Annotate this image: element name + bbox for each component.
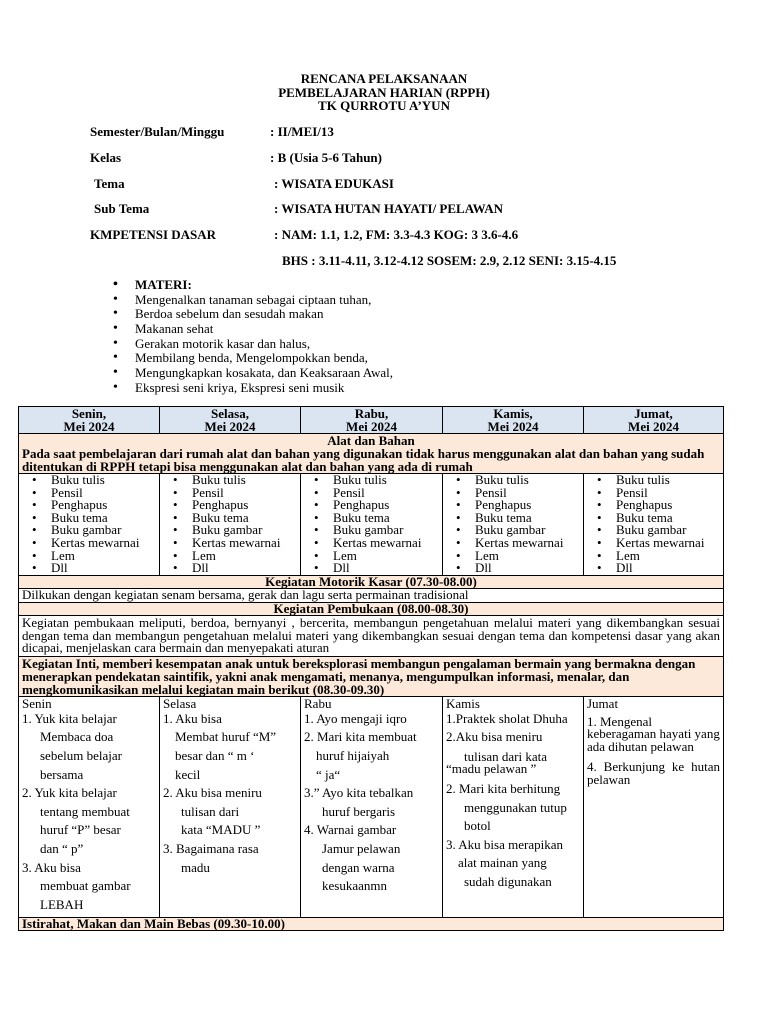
activity-line: 2.Aku bisa meniru [446, 729, 543, 745]
activity-line: besar dan “ m ‘ [175, 747, 255, 763]
activity-line: membuat gambar [40, 878, 131, 894]
info-label: KMPETENSI DASAR [90, 227, 217, 242]
alat-item: • Kertas mewarnai [163, 537, 297, 550]
alat-list-senin [19, 474, 160, 576]
activity-line: kata “MADU ” [181, 822, 261, 838]
info-value: BHS : 3.11-4.11, 3.12-4.12 SOSEM: 2.9, 2.12 SENI: 3.15-4.15 [282, 253, 617, 268]
pembukaan-title-row [19, 602, 724, 616]
activity-day: Jumat [587, 695, 619, 711]
activity-line: tulisan dari kata [464, 748, 548, 764]
activities-jumat [584, 696, 724, 917]
alat-item: • Dll [163, 562, 297, 575]
activity-line: 2. Aku bisa meniru [163, 785, 262, 801]
activity-line: kesukaanmn [322, 878, 387, 894]
day-name: Selasa, [211, 406, 249, 421]
activity-line: 2. Mari kita berhitung [446, 780, 561, 796]
alat-item: • Lem [163, 550, 297, 563]
activity-line: botol [464, 818, 491, 834]
document-title [0, 72, 768, 113]
title-line-1: RENCANA PELAKSANAAN [300, 71, 468, 86]
alat-item: • Lem [587, 550, 720, 563]
activity-line: bersama [40, 766, 84, 782]
pembukaan-desc: Kegiatan pembukaan meliputi, berdoa, bernyanyi , bercerita, membangun pengetahuan melalui materi yang dikembangkan sesuai dengan tema dan membangun pengetahuan melalui materi yang dikembangkan sesuai dengan tema dan kompetensi dasar yang akan dicapai, menjelaskan cara bermain dan menyepakati aturan [19, 616, 724, 657]
activity-day: Senin [22, 695, 52, 711]
activity-line: 1. Ayo mengaji iqro [304, 710, 407, 726]
activity-line: madu [181, 859, 210, 875]
day-header-senin [19, 407, 160, 434]
activity-line: LEBAH [40, 896, 84, 912]
alat-item: • Buku tema [587, 512, 720, 525]
motorik-title: Kegiatan Motorik Kasar (07.30-08.00) [19, 575, 724, 589]
alat-item: • Buku tulis [22, 474, 156, 487]
info-value: : NAM: 1.1, 1.2, FM: 3.3-4.3 KOG: 3 3.6-4.6 [274, 227, 519, 242]
alat-item: • Pensil [22, 487, 156, 500]
day-header-jumat [584, 407, 724, 434]
alat-item: • Dll [446, 562, 580, 575]
alat-item: • Kertas mewarnai [304, 537, 439, 550]
activity-line: alat mainan yang [458, 855, 547, 871]
activities-kamis [443, 696, 584, 917]
activity-line: “ ja“ [316, 766, 341, 782]
day-header-rabu [301, 407, 443, 434]
activity-line: sudah digunakan [464, 873, 552, 889]
alat-item: • Penghapus [446, 499, 580, 512]
alat-item: • Kertas mewarnai [446, 537, 580, 550]
day-date: Mei 2024 [487, 419, 539, 434]
alat-item: • Buku tema [22, 512, 156, 525]
materi-item: • Makanan sehat [113, 322, 393, 337]
alat-item: • Buku tema [304, 512, 439, 525]
alat-list-row [19, 474, 724, 576]
day-header-selasa [160, 407, 301, 434]
alat-item: • Penghapus [22, 499, 156, 512]
alat-item: • Penghapus [587, 499, 720, 512]
activity-line: 3.” Ayo kita tebalkan [304, 785, 414, 801]
activity-line: huruf hijaiyah [316, 747, 390, 763]
motorik-desc: Dilkukan dengan kegiatan senam bersama, gerak dan lagu serta permainan tradisional [19, 589, 724, 603]
activity-line: 4. Berkunjung ke hutan pelawan [587, 759, 720, 787]
alat-item: • Kertas mewarnai [587, 537, 720, 550]
activity-day: Kamis [446, 695, 480, 711]
activity-line: menggunakan tutup [464, 799, 567, 815]
alat-item: • Pensil [304, 487, 439, 500]
activity-line: tentang membuat [40, 803, 130, 819]
activity-line: kecil [175, 766, 201, 782]
materi-item: • Berdoa sebelum dan sesudah makan [113, 307, 393, 322]
activity-line: Membat huruf “M” [175, 729, 277, 745]
activity-line: 1.Praktek sholat Dhuha [446, 710, 568, 726]
info-value: : WISATA EDUKASI [274, 176, 394, 191]
activity-line: dan “ p” [40, 840, 84, 856]
activities-rabu [301, 696, 443, 917]
alat-item: • Dll [22, 562, 156, 575]
activity-line: “madu pelawan ” [446, 761, 537, 777]
alat-item: • Buku gambar [304, 524, 439, 537]
alat-bahan-desc: Pada saat pembelajaran dari rumah alat dan bahan yang digunakan tidak harus menggunakan alat dan bahan yang sudah ditentukan di RPPH tetapi bisa menggunakan alat dan bahan yang ada di rumah [22, 446, 705, 474]
alat-bahan-row [19, 434, 724, 474]
activity-line: 1. Yuk kita belajar [22, 710, 117, 726]
info-label: Semester/Bulan/Minggu [90, 124, 225, 139]
info-value: : B (Usia 5-6 Tahun) [270, 150, 382, 165]
info-value: : II/MEI/13 [270, 124, 334, 139]
alat-item: • Dll [304, 562, 439, 575]
alat-item: • Dll [587, 562, 720, 575]
activity-line: 3. Aku bisa merapikan [446, 836, 563, 852]
day-header-kamis [443, 407, 584, 434]
materi-item: • Gerakan motorik kasar dan halus, [113, 337, 393, 352]
alat-item: • Buku gambar [22, 524, 156, 537]
schedule-table [18, 406, 724, 931]
alat-item: • Buku tulis [446, 474, 580, 487]
alat-item: • Lem [304, 550, 439, 563]
day-date: Mei 2024 [346, 419, 397, 434]
activity-line: 1. Aku bisa [163, 710, 222, 726]
alat-item: • Buku tema [163, 512, 297, 525]
alat-item: • Buku tema [446, 512, 580, 525]
day-date: Mei 2024 [204, 419, 256, 434]
materi-item: • Membilang benda, Mengelompokkan benda, [113, 351, 393, 366]
activity-line: 2. Mari kita membuat [304, 729, 417, 745]
alat-item: • Buku tulis [304, 474, 439, 487]
inti-title: Kegiatan Inti, memberi kesempatan anak untuk bereksplorasi membangun pengalaman bermain yang bermakna dengan menerapkan pendekatan saintifik, yakni anak mengamati, menanya, mengumpulkan informasi, menalar, dan mengkomunikasikan melalui kegiatan main berikut (08.30-09.30) [19, 656, 724, 696]
alat-list-selasa [160, 474, 301, 576]
activities-senin [19, 696, 160, 917]
activity-line: 3. Aku bisa [22, 859, 81, 875]
activity-line: Membaca doa [40, 729, 114, 745]
title-line-3: TK QURROTU A’YUN [318, 98, 450, 113]
alat-item: • Penghapus [304, 499, 439, 512]
activity-line: 1. Mengenal keberagaman hayati yang ada dihutan pelawan [587, 713, 720, 754]
alat-item: • Pensil [446, 487, 580, 500]
alat-item: • Pensil [163, 487, 297, 500]
materi-item: • Ekspresi seni kriya, Ekspresi seni musik [113, 381, 393, 396]
istirahat-row [19, 917, 724, 931]
info-label: Sub Tema [94, 201, 150, 216]
inti-activities-row [19, 696, 724, 917]
alat-item: • Penghapus [163, 499, 297, 512]
day-header-row [19, 407, 724, 434]
title-line-2: PEMBELAJARAN HARIAN (RPPH) [278, 84, 490, 100]
alat-item: • Buku tulis [163, 474, 297, 487]
alat-item: • Buku gambar [163, 524, 297, 537]
day-name: Senin, [71, 406, 107, 421]
alat-item: • Pensil [587, 487, 720, 500]
day-date: Mei 2024 [628, 419, 679, 434]
activity-line: 4. Warnai gambar [304, 822, 397, 838]
activity-line: tulisan dari [181, 803, 240, 819]
activity-line: sebelum belajar [40, 747, 122, 763]
info-value: : WISATA HUTAN HAYATI/ PELAWAN [274, 201, 503, 216]
alat-item: • Lem [22, 550, 156, 563]
activity-line: 2. Yuk kita belajar [22, 785, 117, 801]
alat-item: • Kertas mewarnai [22, 537, 156, 550]
pembukaan-title: Kegiatan Pembukaan (08.00-08.30) [19, 602, 724, 616]
info-label: Tema [94, 176, 125, 191]
activity-day: Selasa [163, 695, 197, 711]
alat-list-rabu [301, 474, 443, 576]
materi-item: • Mengungkapkan kosakata, dan Keaksaraan Awal, [113, 366, 393, 381]
alat-item: • Buku tulis [587, 474, 720, 487]
istirahat-title: Istirahat, Makan dan Main Bebas (09.30-10.00) [19, 917, 724, 931]
alat-list-jumat [584, 474, 724, 576]
alat-bahan-cell [19, 434, 724, 474]
alat-item: • Buku gambar [587, 524, 720, 537]
activity-line: huruf bergaris [322, 803, 396, 819]
day-name: Jumat, [634, 406, 673, 421]
activity-day: Rabu [304, 695, 332, 711]
pembukaan-desc-row [19, 616, 724, 657]
alat-bahan-title: Alat dan Bahan [327, 433, 415, 448]
activity-line: Jamur pelawan [322, 840, 401, 856]
day-date: Mei 2024 [63, 419, 115, 434]
materi-list [113, 278, 393, 396]
alat-item: • Buku gambar [446, 524, 580, 537]
info-label: Kelas [90, 150, 122, 165]
alat-list-kamis [443, 474, 584, 576]
inti-title-row [19, 656, 724, 696]
day-name: Kamis, [493, 406, 533, 421]
materi-item: • Mengenalkan tanaman sebagai ciptaan tuhan, [113, 293, 393, 308]
activity-line: dengan warna [322, 859, 395, 875]
day-name: Rabu, [354, 406, 389, 421]
activity-line: huruf “P” besar [40, 822, 121, 838]
activity-line: 3. Bagaimana rasa [163, 840, 259, 856]
materi-heading: • MATERI: [113, 278, 393, 293]
alat-item: • Lem [446, 550, 580, 563]
activities-selasa [160, 696, 301, 917]
